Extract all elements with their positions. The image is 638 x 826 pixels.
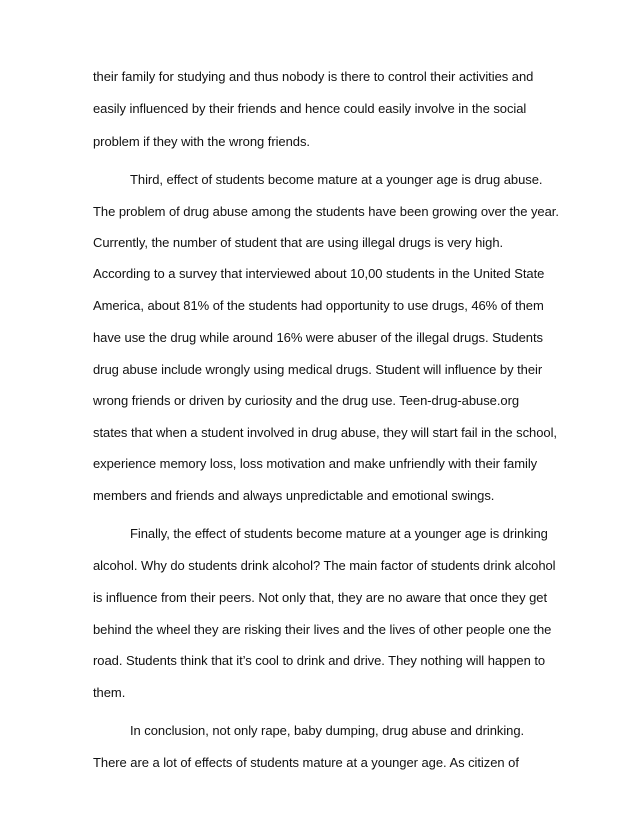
text-line: experience memory loss, loss motivation and make unfriendly with their family bbox=[93, 456, 538, 471]
text-line: behind the wheel they are risking their lives and the lives of other people one the bbox=[93, 622, 552, 637]
text-line: alcohol. Why do students drink alcohol? The main factor of students drink alcohol bbox=[93, 558, 556, 573]
text-line: states that when a student involved in drug abuse, they will start fail in the school, bbox=[93, 425, 557, 440]
text-line: drug abuse include wrongly using medical drugs. Student will influence by their bbox=[93, 362, 543, 377]
text-line: America, about 81% of the students had opportunity to use drugs, 46% of them bbox=[93, 298, 544, 313]
paragraph-start-line: Third, effect of students become mature at a younger age is drug abuse. bbox=[130, 172, 543, 187]
text-line: road. Students think that it’s cool to drink and drive. They nothing will happen to bbox=[93, 653, 546, 668]
text-line: According to a survey that interviewed about 10,00 students in the United State bbox=[93, 266, 545, 281]
text-line: Currently, the number of student that are using illegal drugs is very high. bbox=[93, 235, 504, 250]
paragraph-start-line: In conclusion, not only rape, baby dumping, drug abuse and drinking. bbox=[130, 723, 525, 738]
text-line: There are a lot of effects of students mature at a younger age. As citizen of bbox=[93, 755, 519, 770]
text-line: have use the drug while around 16% were abuser of the illegal drugs. Students bbox=[93, 330, 543, 345]
text-line: problem if they with the wrong friends. bbox=[93, 134, 310, 149]
text-line: members and friends and always unpredictable and emotional swings. bbox=[93, 488, 495, 503]
text-line: them. bbox=[93, 685, 126, 700]
text-line: easily influenced by their friends and hence could easily involve in the social bbox=[93, 101, 527, 116]
text-line: their family for studying and thus nobody is there to control their activities and bbox=[93, 69, 534, 84]
paragraph-start-line: Finally, the effect of students become mature at a younger age is drinking bbox=[130, 526, 548, 541]
text-line: wrong friends or driven by curiosity and the drug use. Teen-drug-abuse.org bbox=[93, 393, 520, 408]
text-line: is influence from their peers. Not only that, they are no aware that once they get bbox=[93, 590, 548, 605]
text-line: The problem of drug abuse among the students have been growing over the year. bbox=[93, 204, 559, 219]
